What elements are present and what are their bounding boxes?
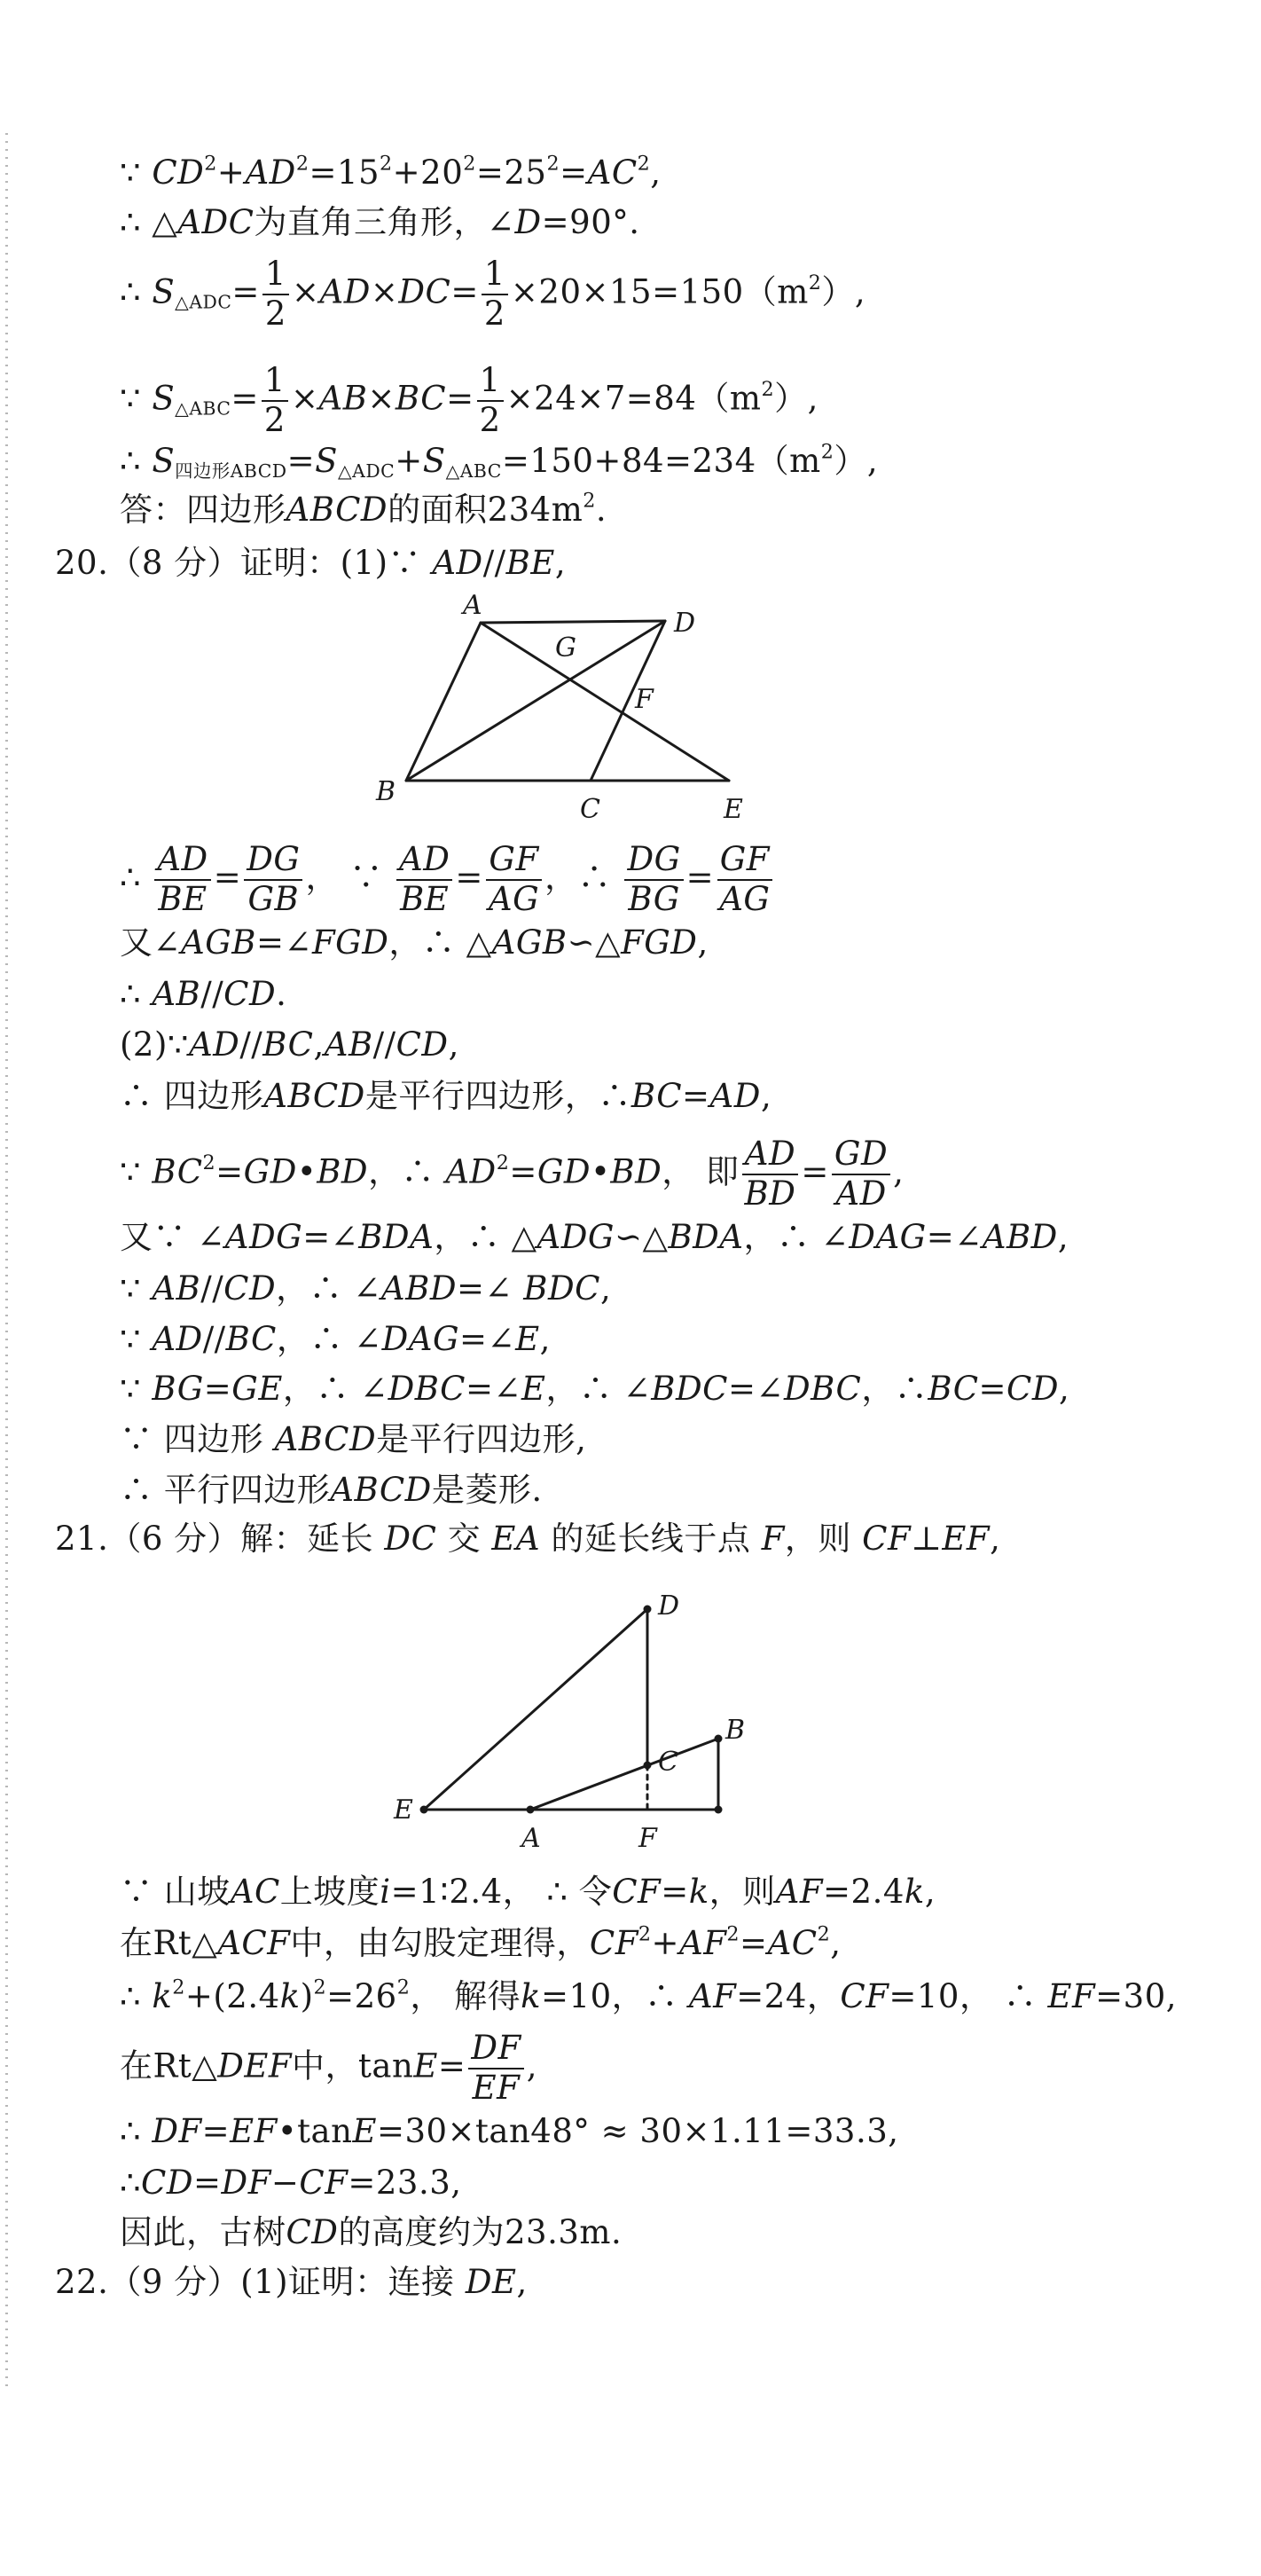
similar-line-2: 又∵ ∠ADG=∠BDA，∴ △ADG∽△BDA，∴ ∠DAG=∠ABD, (120, 1218, 1069, 1256)
fraction: $\frac{DF}{EF}$ (468, 2031, 523, 2106)
label-e: E (724, 794, 743, 825)
cd-calculation-line: ∴CD=DF−CF=23.3, (120, 2164, 462, 2202)
fraction: $\frac{GF}{AG}$ (486, 843, 542, 917)
fraction: $\frac{GD}{AD}$ (832, 1137, 890, 1212)
question-22-heading: 22.（9 分）(1)证明：连接 DE, (55, 2263, 528, 2301)
slope-tree-figure (381, 1570, 771, 1857)
fraction: $\frac{DG}{GB}$ (244, 843, 302, 917)
fraction: $\frac{AD}{BE}$ (154, 843, 210, 917)
tangent-line: 在Rt△DEF中，tanE= $\frac{DF}{EF}$ , (120, 2029, 537, 2107)
parallel-line: ∴ AB//CD. (120, 975, 287, 1013)
parallelogram-line: ∴ 四边形ABCD是平行四边形，∴BC=AD, (120, 1077, 772, 1115)
label-f: F (638, 1823, 657, 1854)
parallelogram-figure (364, 585, 807, 837)
fraction: $\frac{GF}{AG}$ (717, 843, 772, 917)
label-f: F (635, 684, 654, 715)
binding-edge (0, 133, 16, 2386)
rhombus-conclusion-line: ∴ 平行四边形ABCD是菱形. (120, 1471, 543, 1509)
label-d: D (658, 1590, 680, 1622)
point-b (715, 1735, 723, 1743)
solve-k-line: ∴ $k^2+(2.4k)^2=26^2$， 解得k=10，∴ AF=24，CF=10， ∴ EF=30, (120, 1975, 1178, 2015)
angle-line-2: ∵ AD//BC，∴ ∠DAG=∠E, (120, 1320, 551, 1358)
fraction: $\frac{1}{2}$ (477, 364, 504, 438)
angle-line-1: ∵ AB//CD，∴ ∠ABD=∠ BDC, (120, 1269, 612, 1308)
segment-ae (481, 623, 729, 781)
angle-line-3: ∵ BG=GE，∴ ∠DBC=∠E，∴ ∠BDC=∠DBC，∴BC=CD, (120, 1370, 1070, 1408)
point-a (527, 1806, 535, 1814)
square-ratio-line: ∵ $BC^2=GD•BD$，∴ $AD^2=GD•BD$， 即 $\frac{AD}{BD}$ = $\frac{GD}{AD}$ , (120, 1135, 905, 1213)
answer-line: 答：四边形ABCD的面积$234m^2$. (120, 489, 607, 529)
label-e: E (394, 1795, 413, 1826)
part-2-line: (2)∵AD//BC,AB//CD, (120, 1025, 459, 1064)
proof-line-2: ∴ △ADC为直角三角形，∠D=90°. (120, 203, 640, 241)
point-f-right (715, 1806, 723, 1814)
label-c: C (580, 794, 600, 825)
label-b: B (376, 776, 396, 807)
segment-ed (424, 1609, 647, 1810)
question-21-heading: 21.（6 分）解：延长 DC 交 EA 的延长线于点 F，则 CF⊥EF, (55, 1520, 1001, 1558)
proof-line-1: ∵ $CD^2+AD^2=15^2+20^2=25^2=AC^2$, (120, 152, 662, 192)
fraction: $\frac{1}{2}$ (482, 257, 508, 332)
segment-ab (530, 1739, 718, 1810)
area-total-line: ∴ $S_{四边形ABCD}=S_{\triangle ADC}+S_{\triangle ABC}=150+84=234(m^2)$, (120, 440, 879, 483)
label-d: D (674, 608, 696, 639)
label-a: A (521, 1823, 541, 1854)
point-e (420, 1806, 428, 1814)
fraction: $\frac{DG}{BG}$ (624, 843, 683, 917)
point-c (644, 1762, 652, 1770)
area-abc-line: ∵ $S_{\triangle ABC}=$ $\frac{1}{2}$ ×AB×BC= $\frac{1}{2}$ $\times 24\times 7=84(m^2)$, (120, 361, 818, 439)
label-a: A (463, 590, 482, 621)
df-calculation-line: ∴ DF=EF•tanE=30×tan48° ≈ 30×1.11=33.3, (120, 2112, 899, 2150)
parallelogram-line-2: ∵ 四边形 ABCD是平行四边形, (120, 1420, 587, 1458)
label-g: G (555, 632, 576, 664)
fraction: $\frac{1}{2}$ (262, 364, 288, 438)
tree-height-conclusion: 因此，古树CD的高度约为23.3m. (120, 2213, 623, 2251)
question-20-heading: 20.（8 分）证明：(1)∵ AD//BE, (55, 544, 567, 582)
label-c: C (658, 1747, 678, 1778)
segment-ad (481, 621, 665, 623)
area-adc-line: ∴ $S_{\triangle ADC}=$ $\frac{1}{2}$ ×AD×DC= $\frac{1}{2}$ $\times 20\times 15=150(m^2)$, (120, 255, 866, 333)
slope-ratio-line: ∵ 山坡AC上坡度i=1∶2.4， ∴ 令CF=k，则AF=2.4k, (120, 1873, 936, 1911)
fraction: $\frac{1}{2}$ (262, 257, 289, 332)
point-d (644, 1606, 652, 1614)
label-b: B (725, 1715, 746, 1746)
ratio-line: ∴ $\frac{AD}{BE}$ = $\frac{DG}{GB}$ ， ∵ $\frac{AD}{BE}$ = $\frac{GF}{AG}$ ，∴ $\frac{DG}{BG}$ = $\frac{GF}{AG}$ (120, 843, 775, 917)
pythagoras-line: 在Rt△ACF中，由勾股定理得，$CF^2+AF^2=AC^2$, (120, 1922, 842, 1962)
fraction: $\frac{AD}{BE}$ (396, 843, 452, 917)
similar-line-1: 又∠AGB=∠FGD，∴ △AGB∽△FGD, (120, 923, 709, 962)
fraction: $\frac{AD}{BD}$ (742, 1137, 799, 1212)
